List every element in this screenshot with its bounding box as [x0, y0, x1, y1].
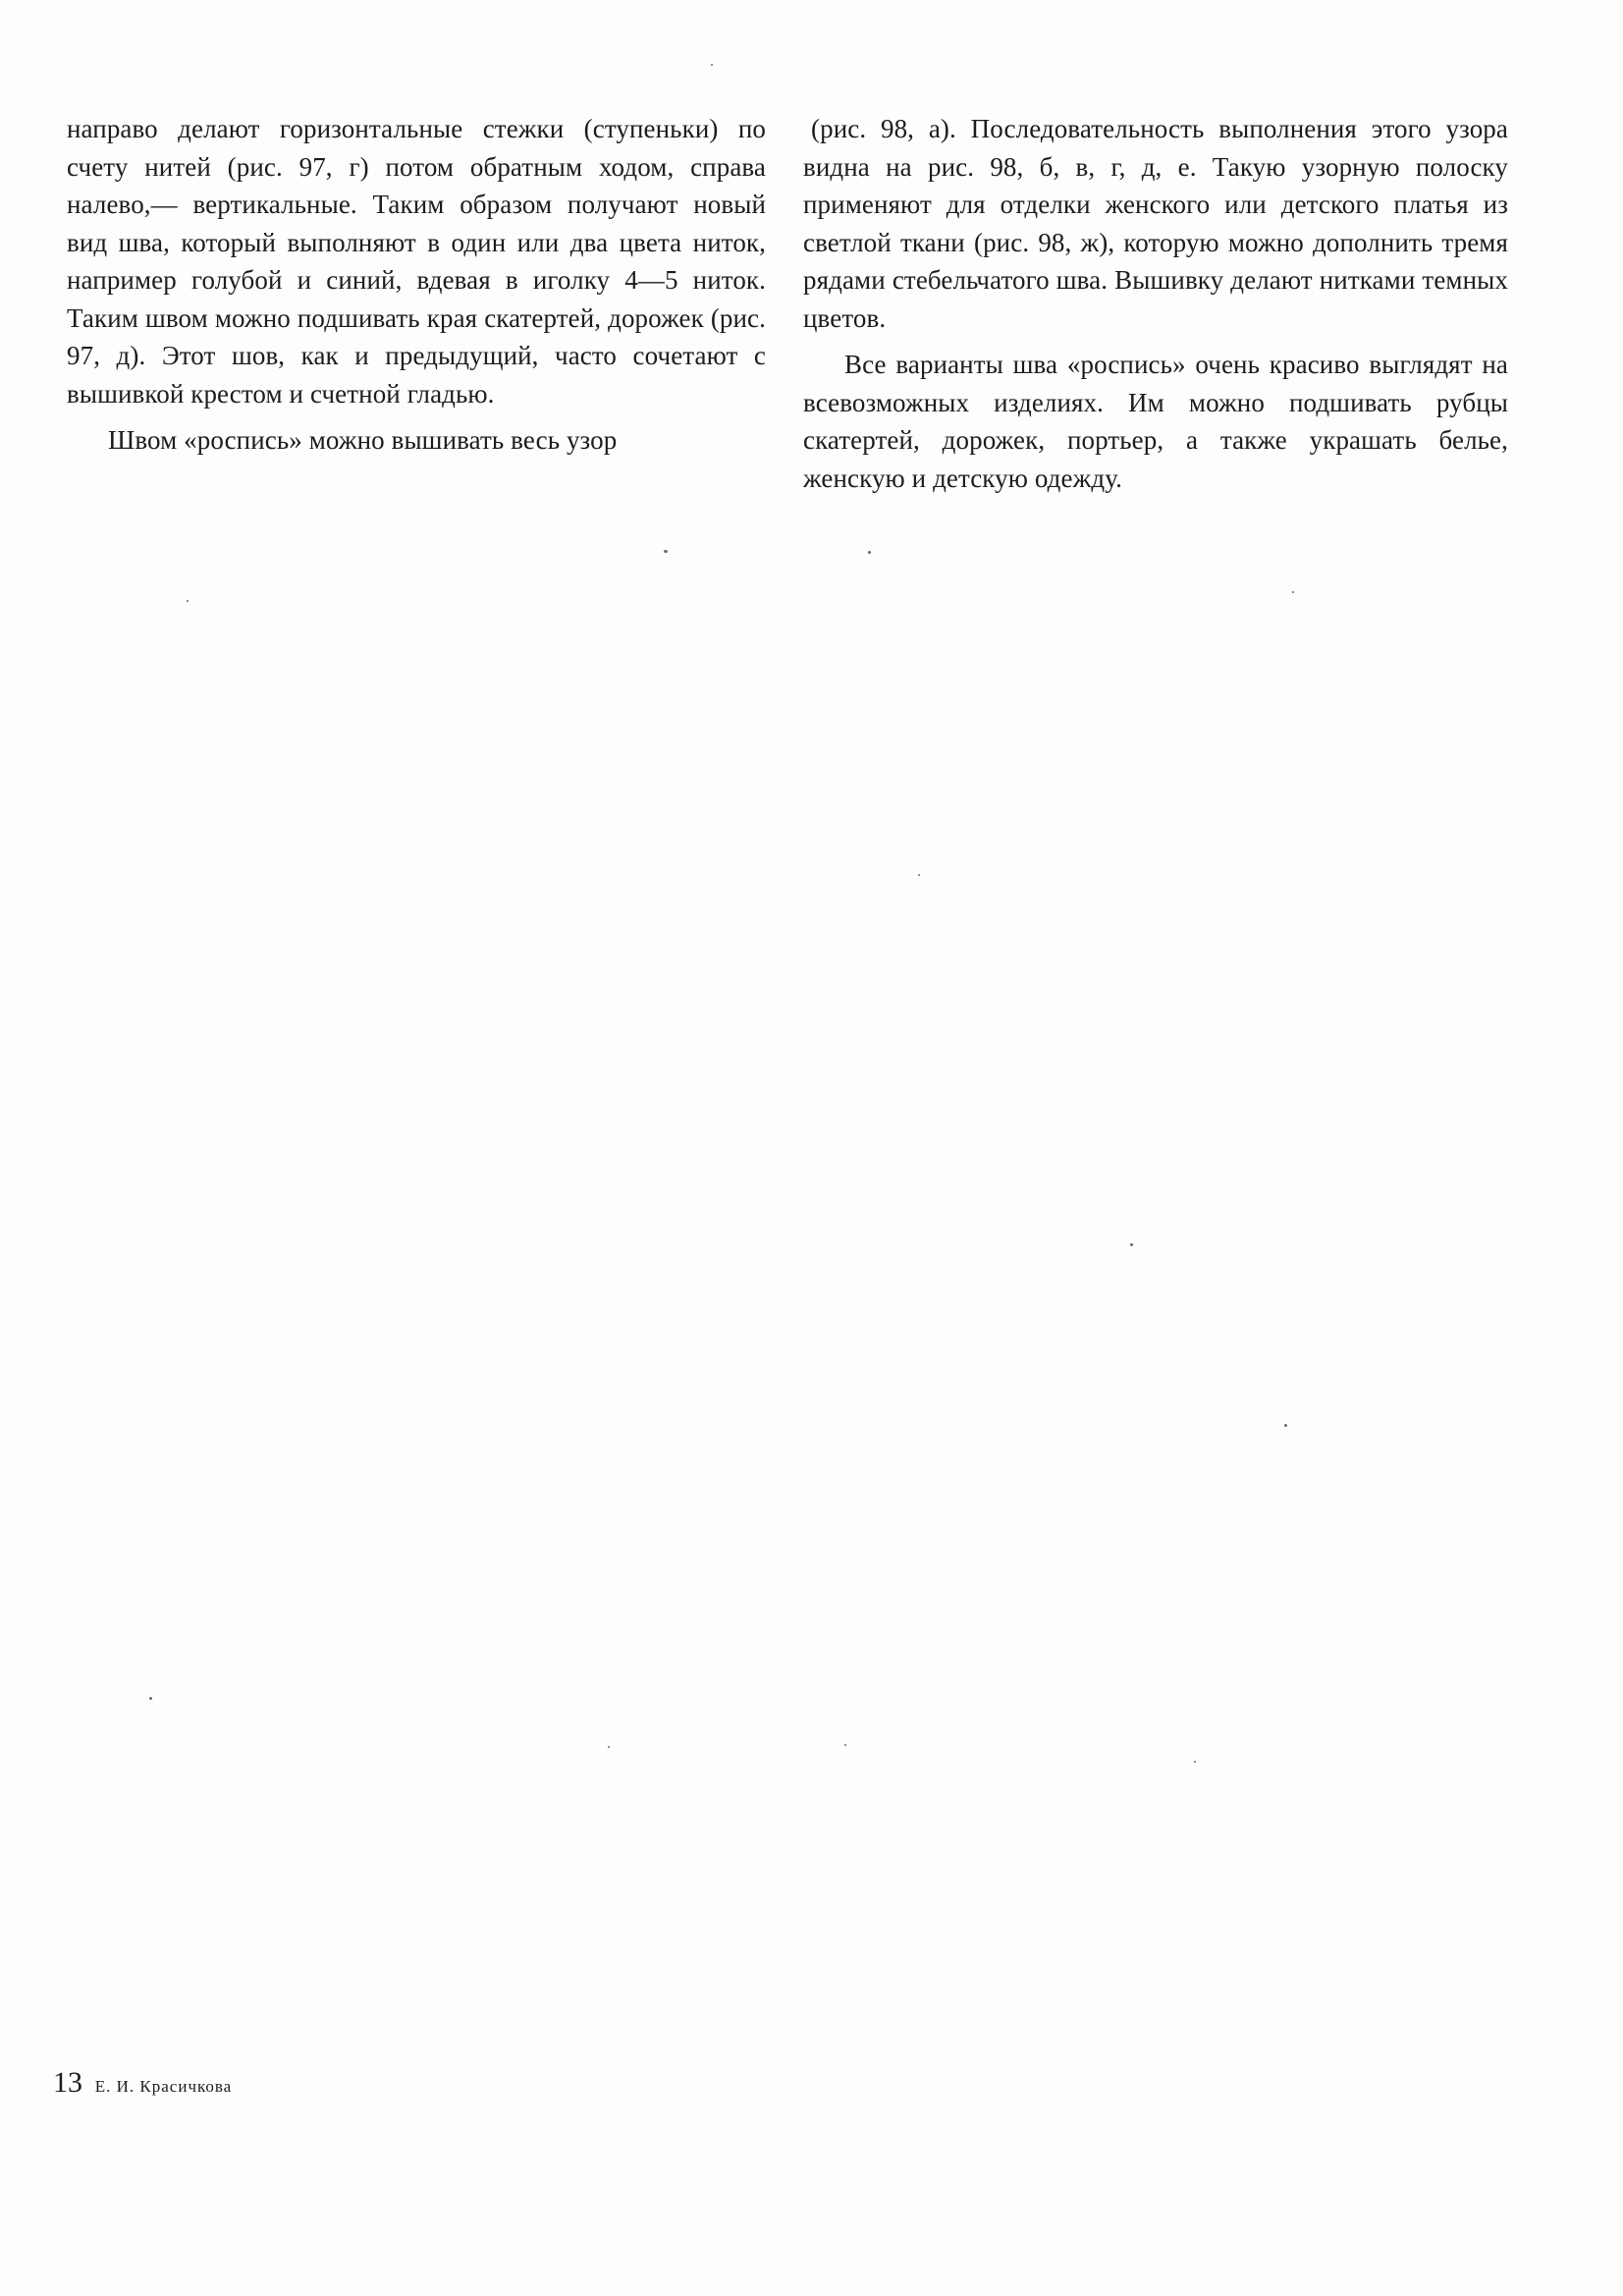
scan-speck [149, 1697, 152, 1700]
left-column [67, 110, 766, 460]
scan-speck [608, 1746, 610, 1748]
right-paragraph-2: Все варианты шва «роспись» очень красиво выглядят на всевозможных изделиях. Им можно подшивать рубцы скатертей, дорожек, портьер, а также украшать белье, женскую и детскую одежду. [803, 350, 1508, 493]
scan-speck [1130, 1243, 1133, 1246]
page-number: 13 [53, 2066, 82, 2099]
page-footer [53, 2066, 232, 2100]
scan-speck [1292, 591, 1294, 593]
left-paragraph-2: Швом «роспись» можно вышивать весь узор [108, 425, 618, 455]
scan-speck [844, 1744, 846, 1746]
footer-author: Е. И. Красичкова [94, 2077, 233, 2096]
scan-speck [868, 551, 871, 554]
right-paragraph-1: (рис. 98, а). Последовательность выполнения этого узора видна на рис. 98, б, в, г, д, е. Такую узорную полоску применяют для отделки женского или детского платья из светлой ткани (рис. 98, ж), которую можно дополнить тремя рядами стебельчатого шва. Вышивку делают нитками темных цветов. [803, 114, 1508, 333]
scan-speck [187, 600, 189, 602]
scan-speck [711, 64, 713, 66]
scan-speck [664, 550, 668, 553]
left-paragraph-1: направо делают горизонтальные стежки (ступеньки) по счету нитей (рис. 97, г) потом обратным ходом, справа налево,— вертикальные. Таким образом получают новый вид шва, который выполняют в один или два цвета ниток, например голубой и синий, вдевая в иголку 4—5 ниток. Таким швом можно подшивать края скатертей, дорожек (рис. 97, д). Этот шов, как и предыдущий, часто сочетают с вышивкой крестом и счетной гладью. [67, 114, 766, 409]
scan-speck [1284, 1424, 1287, 1427]
scan-speck [1194, 1761, 1196, 1763]
right-column [803, 110, 1508, 497]
scan-speck [918, 874, 920, 876]
